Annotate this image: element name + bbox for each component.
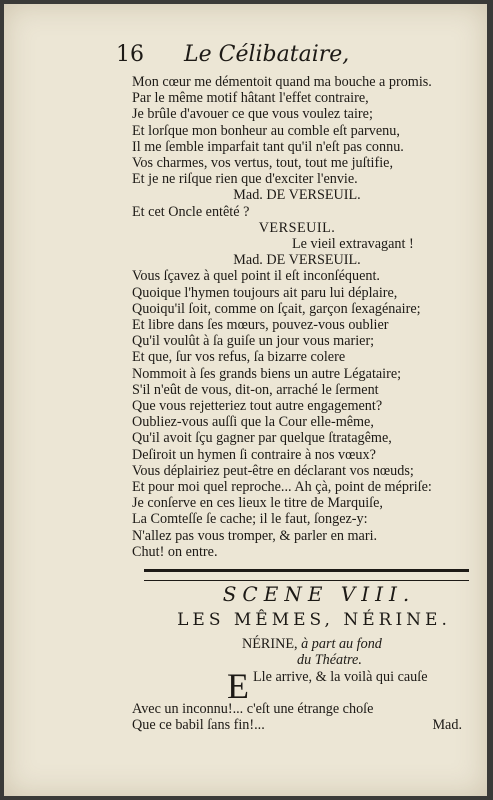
scene-text: [132, 636, 462, 734]
scene-title: SCENE VIII.: [222, 582, 416, 606]
verse-line: Vous déplairiez peut-être en déclarant vos nœuds;: [132, 462, 414, 479]
verse-line: Quoiqu'il ſoit, comme on ſçait, garçon ſexagénaire;: [132, 300, 421, 317]
running-title: Le Célibataire,: [184, 42, 350, 67]
verse-line: Vous ſçavez à quel point il eſt inconſéquent.: [132, 268, 380, 285]
verse-line: Et lorſque mon bonheur au comble eſt parvenu,: [132, 122, 400, 139]
scene-characters: LES MÊMES, NÉRINE.: [177, 610, 451, 630]
verse-line: Nommoit à ſes grands biens un autre Légataire;: [132, 365, 402, 382]
verse-line: S'il n'eût de vous, dit-on, arraché le ſerment: [132, 381, 379, 398]
verse-line: Avec un inconnu!... c'eſt une étrange choſe: [132, 700, 374, 717]
verse-line: Et que, ſur vos refus, ſa bizarre colere: [132, 349, 346, 366]
verse-line: Qu'il voulût à ſa guiſe un jour vous marier;: [132, 333, 375, 350]
speaker-name: Mad. DE VERSEUIL.: [233, 187, 361, 204]
page-number: 16: [116, 42, 144, 67]
verse-line: N'allez pas vous tromper, & parler en mari.: [132, 527, 378, 544]
stage-direction: du Théatre.: [297, 652, 362, 669]
stage-direction: à part au fond: [301, 636, 382, 652]
speaker-name: Mad. DE VERSEUIL.: [233, 252, 361, 269]
verse-line: Il me ſemble imparfait tant qu'il n'eſt pas connu.: [132, 138, 404, 155]
book-page: [4, 4, 487, 796]
verse-line: Et cet Oncle entêté ?: [132, 203, 250, 220]
verse-line: Et pour moi quel reproche... Ah çà, point de mépriſe:: [132, 479, 432, 496]
verse-text-fragment: Que ce babil ſans fin!...: [132, 717, 265, 734]
verse-line: Qu'il avoit ſçu gagner par quelque ſtratagême,: [132, 430, 392, 447]
verse-line: La Comteſſe ſe cache; il le faut, ſongez-y:: [132, 511, 368, 528]
verse-line: Que vous rejetteriez tout autre engagement?: [132, 398, 383, 415]
verse-line: Quoique l'hymen toujours ait paru lui déplaire,: [132, 284, 398, 301]
verse-text: [132, 74, 462, 560]
verse-line: [132, 717, 462, 733]
speaker-name: VERSEUIL.: [258, 219, 336, 236]
verse-line: Vos charmes, vos vertus, tout, tout me juſtifie,: [132, 155, 393, 172]
verse-line: Mon cœur me démentoit quand ma bouche a promis.: [132, 74, 432, 90]
verse-line: Et je ne riſque rien que d'exciter l'envie.: [132, 171, 358, 188]
verse-line: Oubliez-vous auſſi que la Cour elle-même,: [132, 414, 374, 431]
section-divider: [144, 569, 469, 581]
speaker-name: NÉRINE,: [242, 636, 298, 652]
verse-line: Chut! on entre.: [132, 543, 218, 560]
verse-line: Je brûle d'avouer ce que vous voulez taire;: [132, 106, 373, 123]
verse-line: Deſiroit un hymen ſi contraire à nos vœux?: [132, 446, 376, 463]
verse-line: Et libre dans ſes mœurs, pouvez-vous oublier: [132, 317, 389, 334]
verse-line: Par le même motif hâtant l'effet contraire,: [132, 90, 369, 107]
speaker-line: [132, 636, 462, 652]
drop-cap: E: [227, 665, 249, 706]
page-header: [116, 42, 467, 67]
catchword: Mad.: [432, 717, 462, 734]
verse-line: [132, 665, 462, 706]
verse-text-fragment: Lle arrive, & la voilà qui cauſe: [253, 668, 428, 685]
verse-line: Le vieil extravagant !: [292, 236, 414, 253]
verse-line: Je conſerve en ces lieux le titre de Marquiſe,: [132, 495, 383, 512]
